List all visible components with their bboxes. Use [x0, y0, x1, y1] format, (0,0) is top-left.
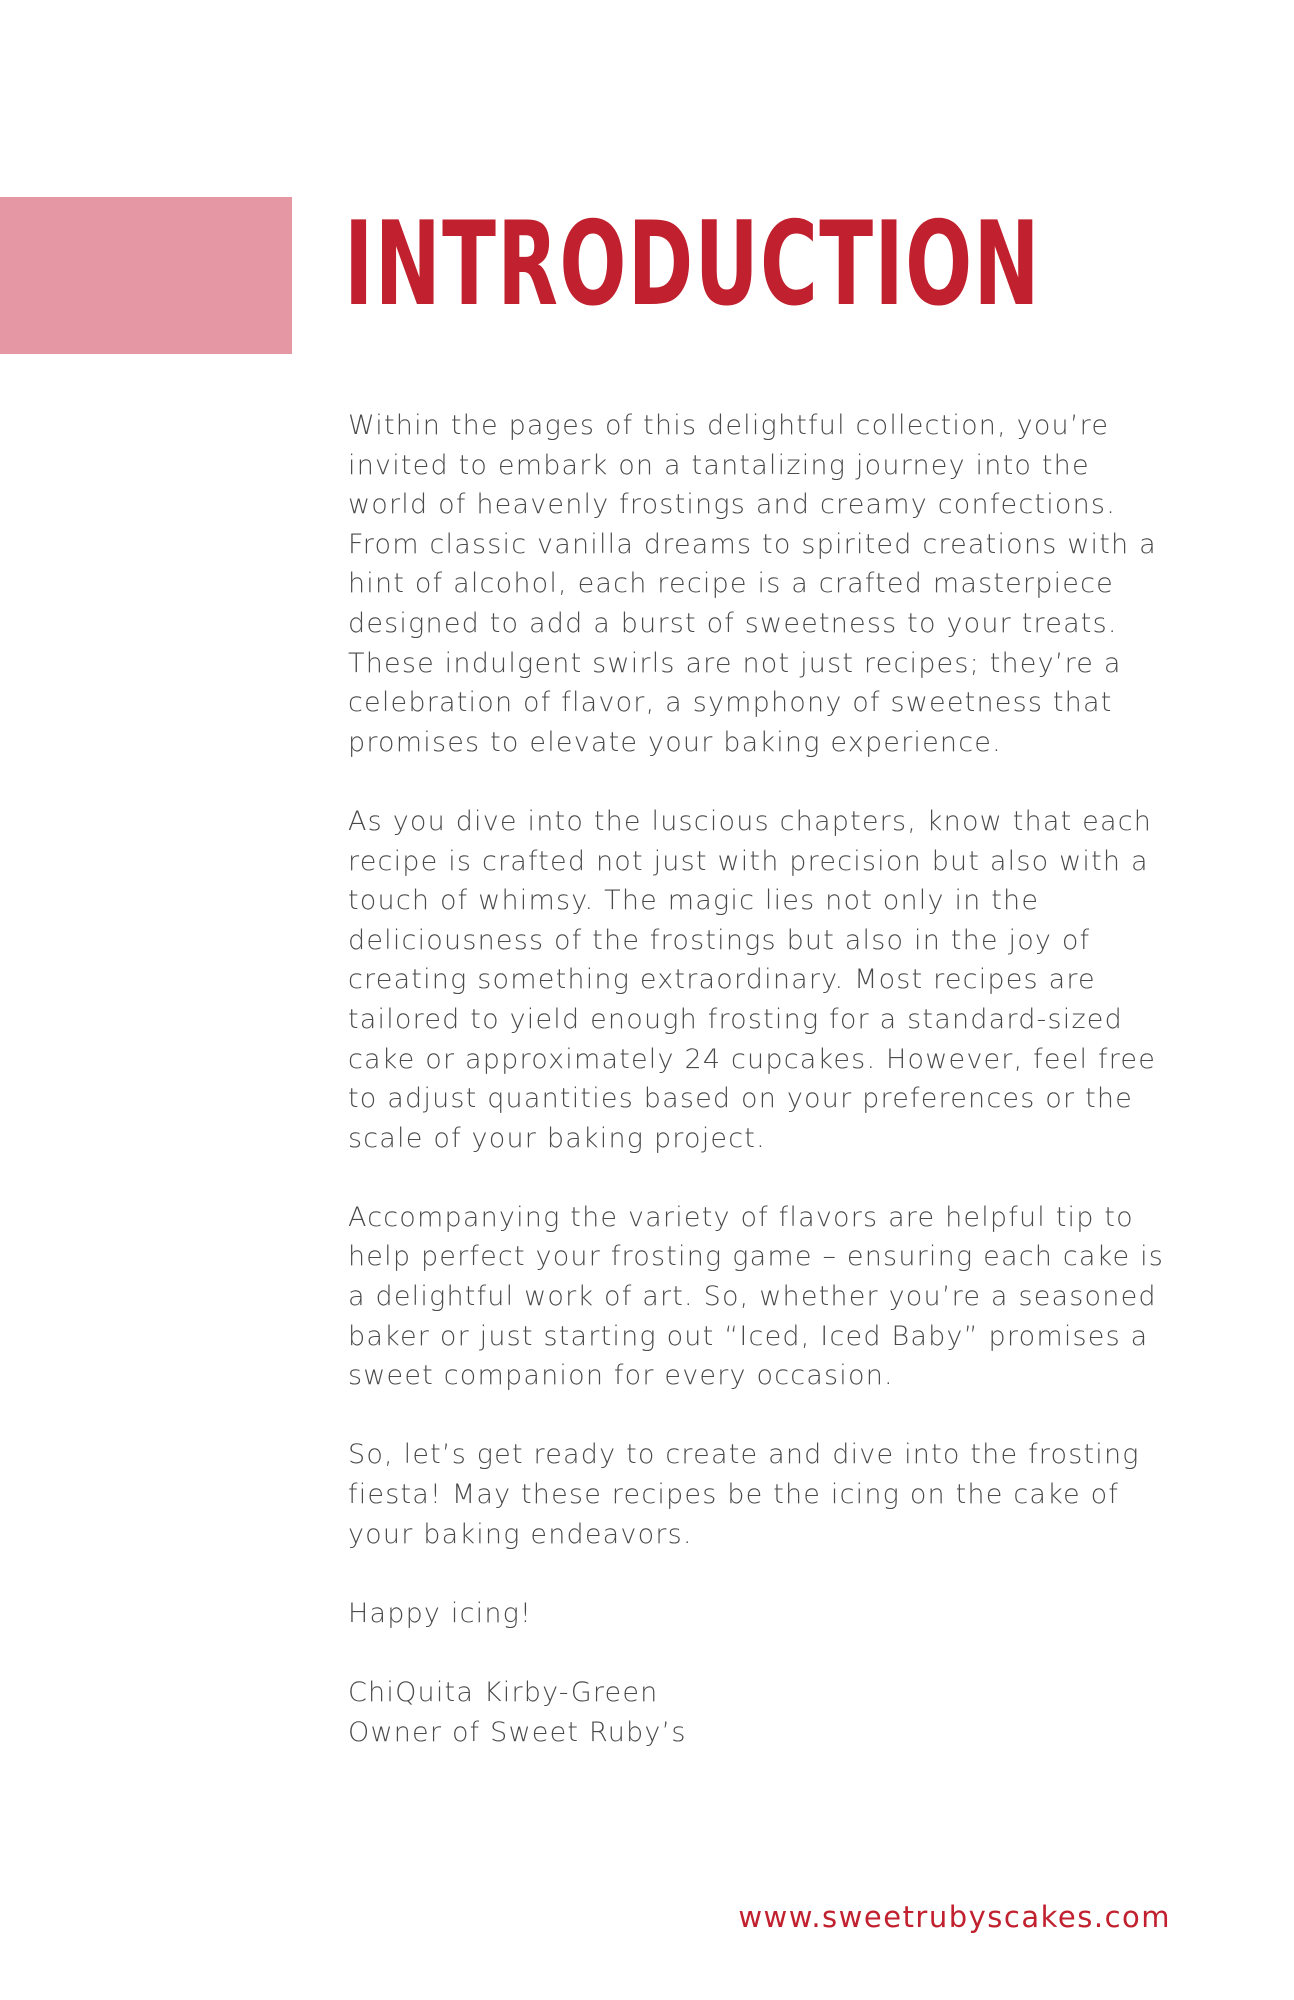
intro-body — [348, 406, 1168, 1752]
paragraph-2: As you dive into the luscious chapters, know that each recipe is crafted not just with precision but also with a touch of whimsy. The magic lies not only in the deliciousness of the frostings but also in the joy of creating something extraordinary. Most recipes are tailored to yield enough frosting for a standard-sized cake or approximately 24 cupcakes. However, feel free to adjust quantities based on your preferences or the scale of your baking project. — [348, 805, 1157, 1154]
signature — [348, 1673, 1168, 1752]
website-link[interactable]: www.sweetrubyscakes.com — [738, 1900, 1171, 1934]
signature-name: ChiQuita Kirby-Green — [348, 1677, 659, 1708]
paragraph-4: So, let’s get ready to create and dive into the frosting fiesta! May these recipes be the icing on the cake of your baking endeavors. — [348, 1439, 1140, 1550]
accent-block — [0, 197, 292, 354]
paragraph-1: Within the pages of this delightful collection, you’re invited to embark on a tantalizing journey into the world of heavenly frostings and creamy confections. From classic vanilla dreams to spirited creations with a hint of alcohol, each recipe is a crafted masterpiece designed to add a burst of sweetness to your treats. These indulgent swirls are not just recipes; they’re a celebration of flavor, a symphony of sweetness that promises to elevate your baking experience. — [348, 410, 1157, 758]
paragraph-3: Accompanying the variety of flavors are helpful tip to help perfect your frosting game – ensuring each cake is a delightful work of art. So, whether you’re a seasoned baker or just starting out “Iced, Iced Baby” promises a sweet companion for every occasion. — [348, 1201, 1165, 1392]
closing-line: Happy icing! — [348, 1597, 533, 1629]
page-title: INTRODUCTION — [344, 197, 1041, 332]
signature-role: Owner of Sweet Ruby’s — [348, 1716, 687, 1748]
